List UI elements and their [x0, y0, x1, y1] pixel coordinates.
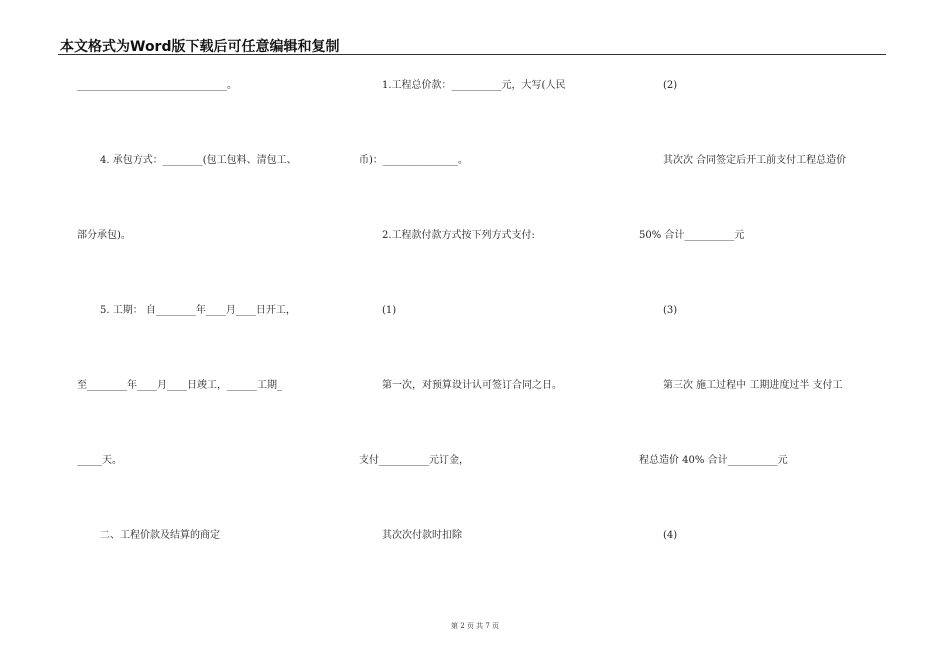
col3-line-7: (4)	[663, 530, 678, 541]
col1-line-2: 4. 承包方式：________(包工包料、清包工、	[100, 155, 297, 166]
col2-line-4: (1)	[382, 305, 397, 316]
col3-line-1: (2)	[663, 80, 678, 91]
col1-line-4: 5. 工期： 自________年____月____日开工，	[100, 305, 296, 316]
col1-line-6: _____天。	[77, 455, 122, 466]
col3-line-6: 程总造价 40% 合计__________元	[639, 455, 788, 466]
col3-line-2: 其次次 合同签定后开工前支付工程总造价	[663, 155, 847, 166]
col2-line-5: 第一次，对预算设计认可签订合同之日。	[382, 380, 562, 391]
document-header-title: 本文格式为Word版下载后可任意编辑和复制	[60, 39, 340, 55]
col1-line-7: 二、工程价款及结算的商定	[100, 530, 220, 541]
col2-line-3: 2.工程款付款方式按下列方式支付:	[382, 230, 535, 241]
col2-line-6: 支付__________元订金，	[359, 455, 469, 466]
col3-line-3: 50% 合计__________元	[639, 230, 745, 241]
col1-line-5: 至________年____月____日竣工，______工期_	[77, 380, 282, 391]
col3-line-5: 第三次 施工过程中 工期进度过半 支付工	[663, 380, 843, 391]
col2-line-2: 币)：_______________。	[359, 155, 468, 166]
header-rule	[58, 54, 886, 55]
col3-line-4: (3)	[663, 305, 678, 316]
col2-line-1: 1.工程总价款：__________元，大写(人民	[382, 80, 566, 91]
col1-line-3: 部分承包)。	[77, 230, 131, 241]
page-number-footer: 第 2 页 共 7 页	[450, 622, 500, 630]
col1-line-1: ______________________________。	[77, 80, 237, 91]
col2-line-7: 其次次付款时扣除	[382, 530, 462, 541]
